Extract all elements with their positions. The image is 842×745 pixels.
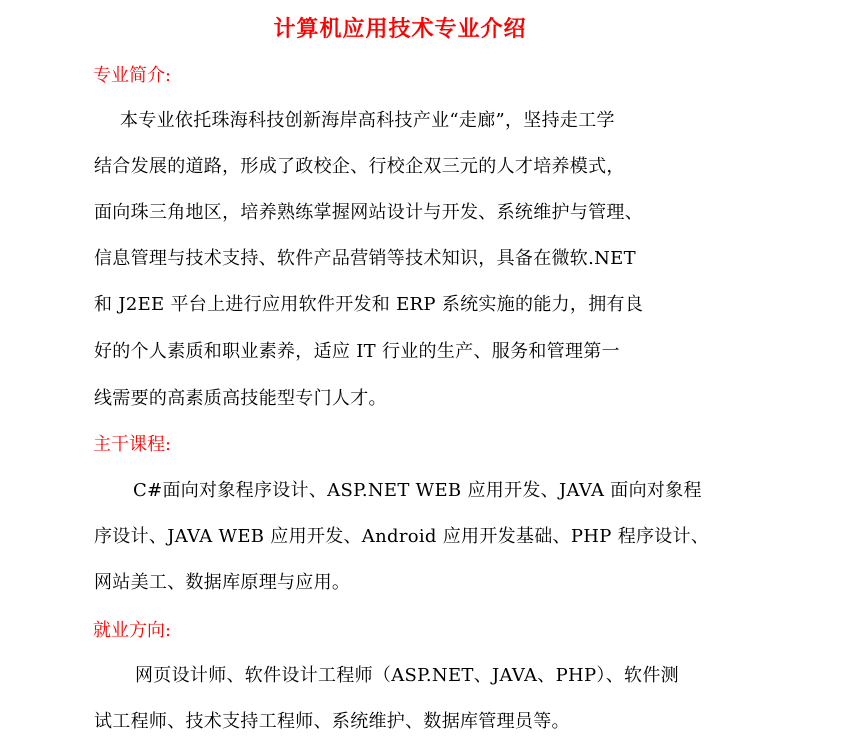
intro-line-5: 和 J2EE 平台上进行应用软件开发和 ERP 系统实施的能力，拥有良 [94, 294, 644, 315]
careers-line-2: 试工程师、技术支持工程师、系统维护、数据库管理员等。 [94, 711, 570, 732]
intro-line-6: 好的个人素质和职业素养，适应 IT 行业的生产、服务和管理第一 [94, 341, 620, 362]
section-heading-courses: 主干课程: [93, 434, 172, 455]
intro-line-1: 本专业依托珠海科技创新海岸高科技产业“走廊”，坚持走工学 [120, 110, 615, 131]
page-title: 计算机应用技术专业介绍 [273, 17, 527, 42]
intro-line-7: 线需要的高素质高技能型专门人才。 [94, 388, 387, 409]
section-heading-careers: 就业方向: [93, 620, 172, 641]
courses-line-1: C#面向对象程序设计、ASP.NET WEB 应用开发、JAVA 面向对象程 [133, 480, 702, 501]
intro-line-4: 信息管理与技术支持、软件产品营销等技术知识，具备在微软.NET [94, 248, 636, 269]
careers-line-1: 网页设计师、软件设计工程师（ASP.NET、JAVA、PHP）、软件测 [135, 665, 679, 686]
courses-line-3: 网站美工、数据库原理与应用。 [94, 572, 351, 593]
section-heading-intro: 专业简介: [93, 65, 172, 86]
intro-line-2: 结合发展的道路，形成了政校企、行校企双三元的人才培养模式， [94, 156, 625, 177]
courses-line-2: 序设计、JAVA WEB 应用开发、Android 应用开发基础、PHP 程序设计、 [94, 526, 710, 547]
intro-line-3: 面向珠三角地区，培养熟练掌握网站设计与开发、系统维护与管理、 [94, 202, 643, 223]
